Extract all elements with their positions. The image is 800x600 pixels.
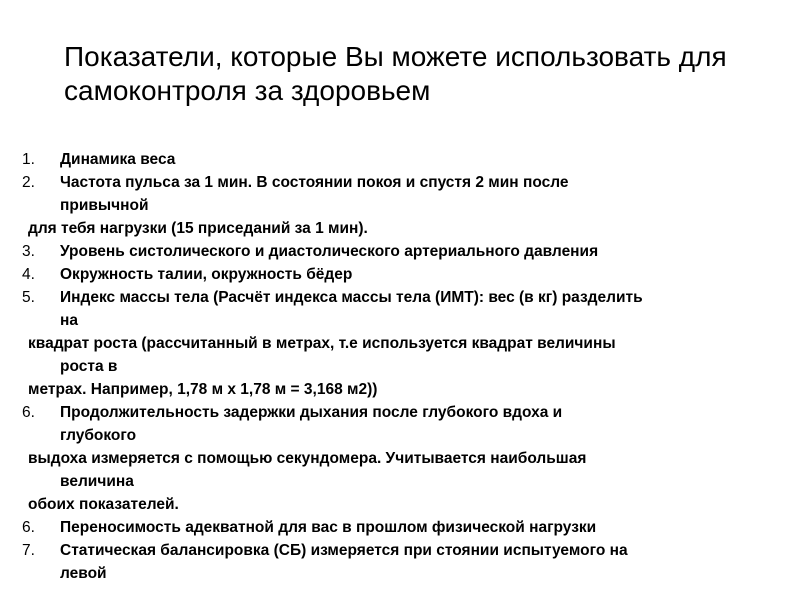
list-item-text: на	[60, 312, 78, 329]
list-line	[0, 171, 800, 194]
indicator-list	[0, 148, 800, 585]
list-item-text: Частота пульса за 1 мин. В состоянии покоя и спустя 2 мин после	[60, 174, 569, 191]
list-item-number: 7.	[22, 542, 35, 559]
list-item-text: метрах. Например, 1,78 м х 1,78 м = 3,168 м2))	[28, 381, 378, 398]
list-line	[0, 286, 800, 309]
list-item-text: Статическая балансировка (СБ) измеряется при стоянии испытуемого на	[60, 542, 628, 559]
list-line	[0, 332, 800, 355]
list-item-text: глубокого	[60, 427, 137, 444]
list-line	[0, 378, 800, 401]
list-item-number: 5.	[22, 289, 35, 306]
list-line	[0, 470, 800, 493]
list-item-text: величина	[60, 473, 134, 490]
list-item-text: Окружность талии, окружность бёдер	[60, 266, 353, 283]
list-line	[0, 539, 800, 562]
list-item-text: роста в	[60, 358, 118, 375]
list-item-text: Переносимость адекватной для вас в прошлом физической нагрузки	[60, 519, 597, 536]
list-line	[0, 401, 800, 424]
list-item-text: привычной	[60, 197, 149, 214]
list-item-text: Динамика веса	[60, 151, 176, 168]
list-item-number: 3.	[22, 243, 35, 260]
list-item-text: выдоха измеряется с помощью секундомера. Учитывается наибольшая	[28, 450, 587, 467]
list-line	[0, 309, 800, 332]
list-line	[0, 516, 800, 539]
list-item-number: 1.	[22, 151, 35, 168]
list-line	[0, 148, 800, 171]
list-item-number: 4.	[22, 266, 35, 283]
list-line	[0, 424, 800, 447]
list-line	[0, 263, 800, 286]
list-line	[0, 355, 800, 378]
list-item-number: 2.	[22, 174, 35, 191]
list-item-text: квадрат роста (рассчитанный в метрах, т.е используется квадрат величины	[28, 335, 616, 352]
list-item-text: Индекс массы тела (Расчёт индекса массы тела (ИМТ): вес (в кг) разделить	[60, 289, 643, 306]
list-item-text: для тебя нагрузки (15 приседаний за 1 мин).	[28, 220, 368, 237]
list-line	[0, 447, 800, 470]
list-item-text: левой	[60, 565, 107, 582]
list-line	[0, 217, 800, 240]
list-line	[0, 240, 800, 263]
list-item-text: Продолжительность задержки дыхания после глубокого вдоха и	[60, 404, 563, 421]
list-item-number: 6.	[22, 404, 35, 421]
list-item-text: обоих показателей.	[28, 496, 179, 513]
list-item-text: Уровень систолического и диастолического артериального давления	[60, 243, 599, 260]
page-title: Показатели, которые Вы можете использовать для самоконтроля за здоровьем	[64, 41, 727, 106]
list-line	[0, 562, 800, 585]
list-line	[0, 194, 800, 217]
list-line	[0, 493, 800, 516]
list-item-number: 6.	[22, 519, 35, 536]
